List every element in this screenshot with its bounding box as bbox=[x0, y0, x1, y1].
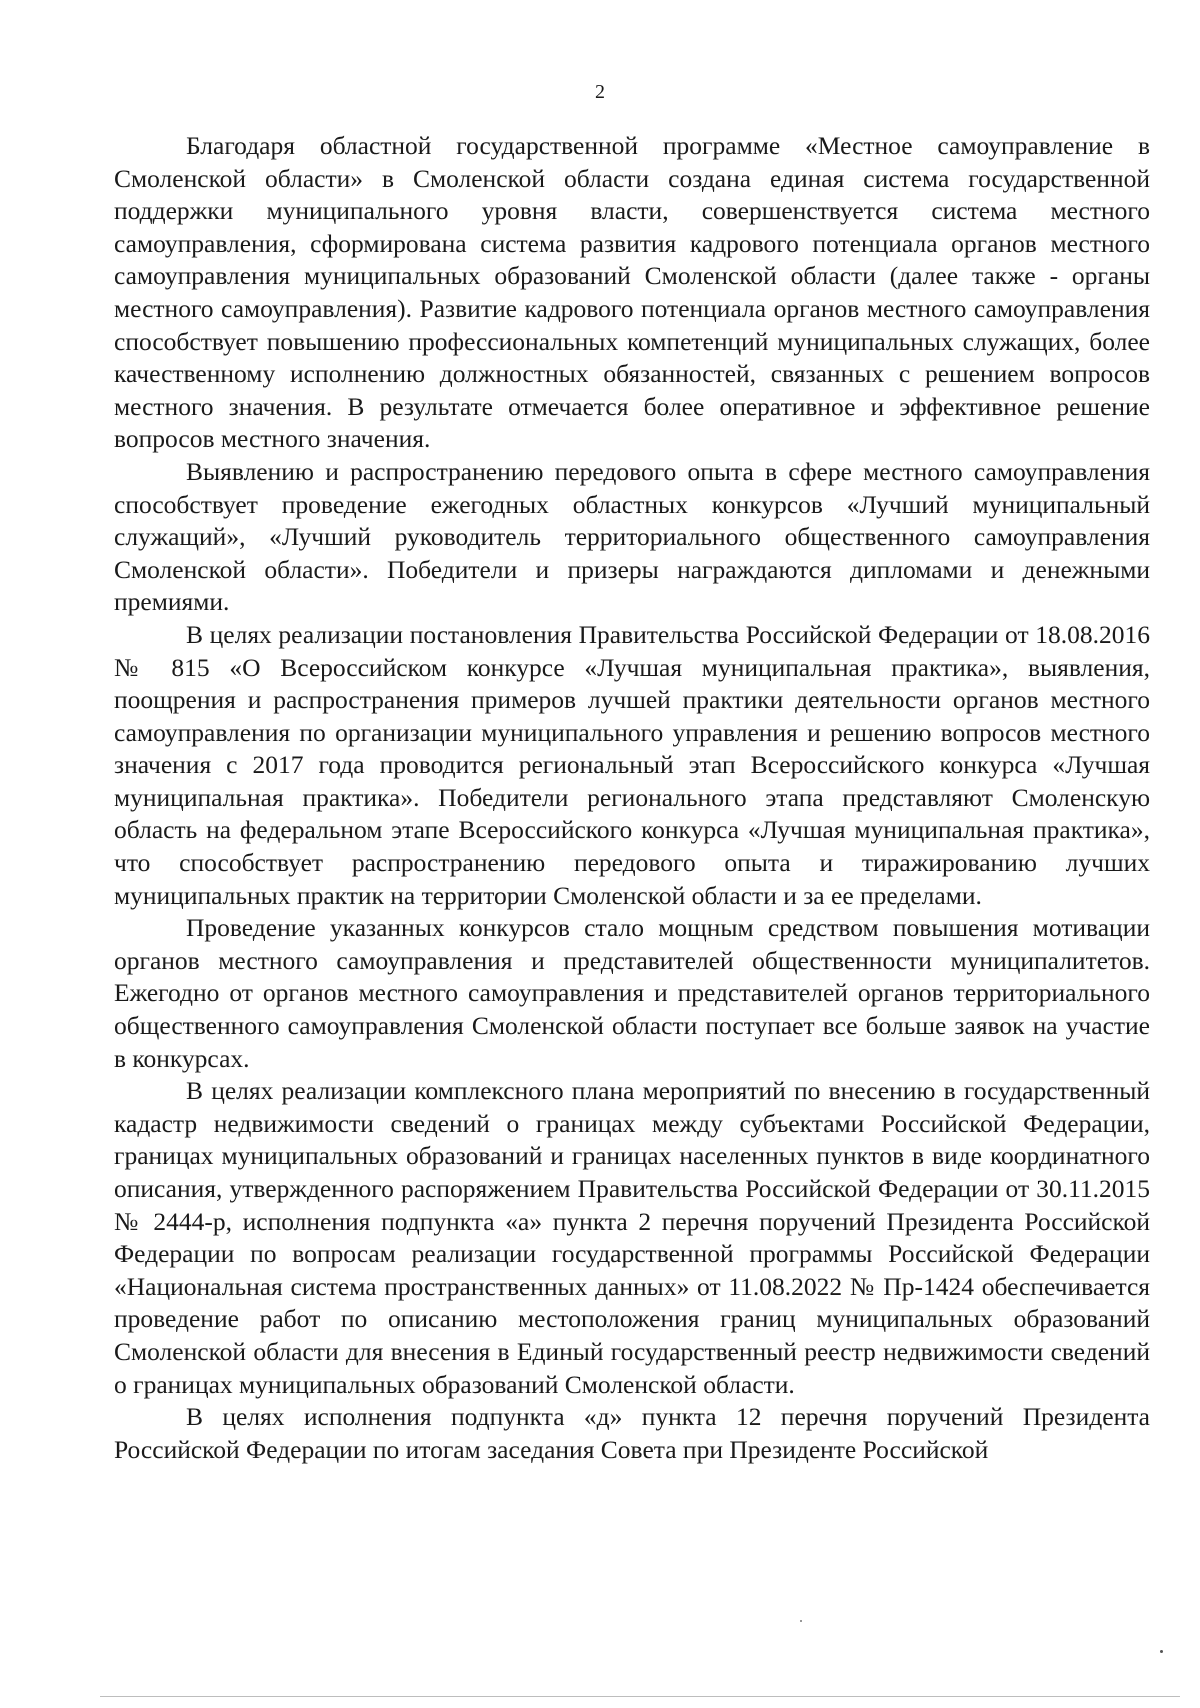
scan-speck bbox=[800, 1620, 802, 1622]
paragraph: В целях реализации комплексного плана мероприятий по внесению в государственный кадастр недвижимости сведений о границах между субъектами Российской Федерации, границах муниципальных образований и границах населенных пунктов в виде координатного описания, утвержденного распоряжением Правительства Российской Федерации от 30.11.2015 № 2444-р, исполнения подпункта «а» пункта 2 перечня поручений Президента Российской Федерации по вопросам реализации государственной программы Российской Федерации «Национальная система пространственных данных» от 11.08.2022 № Пр-1424 обеспечивается проведение работ по описанию местоположения границ муниципальных образований Смоленской области для внесения в Единый государственный реестр недвижимости сведений о границах муниципальных образований Смоленской области. bbox=[114, 1076, 1150, 1399]
page-bottom-edge bbox=[100, 1696, 1180, 1697]
paragraph: Выявлению и распространению передового опыта в сфере местного самоуправления способствует проведение ежегодных областных конкурсов «Лучший муниципальный служащий», «Лучший руководитель территориального общественного самоуправления Смоленской области». Победители и призеры награждаются дипломами и денежными премиями. bbox=[114, 456, 1150, 617]
paragraph: В целях исполнения подпункта «д» пункта 12 перечня поручений Президента Российской Федерации по итогам заседания Совета при Президенте Российской bbox=[114, 1402, 1150, 1464]
scan-speck bbox=[1160, 1650, 1163, 1653]
paragraph: Проведение указанных конкурсов стало мощным средством повышения мотивации органов местного самоуправления и представителей общественности муниципалитетов. Ежегодно от органов местного самоуправления и представителей органов территориального общественного самоуправления Смоленской области поступает все больше заявок на участие в конкурсах. bbox=[114, 913, 1150, 1073]
paragraph: В целях реализации постановления Правительства Российской Федерации от 18.08.2016 № 815 «О Всероссийском конкурсе «Лучшая муниципальная практика», выявления, поощрения и распространения примеров лучшей практики деятельности органов местного самоуправления по организации муниципального управления и решению вопросов местного значения с 2017 года проводится региональный этап Всероссийского конкурса «Лучшая муниципальная практика». Победители регионального этапа представляют Смоленскую область на федеральном этапе Всероссийского конкурса «Лучшая муниципальная практика», что способствует распространению передового опыта и тиражированию лучших муниципальных практик на территории Смоленской области и за ее пределами. bbox=[114, 619, 1150, 910]
document-body bbox=[114, 130, 1150, 1466]
page-number: 2 bbox=[595, 81, 605, 103]
paragraph: Благодаря областной государственной программе «Местное самоуправление в Смоленской области» в Смоленской области создана единая система государственной поддержки муниципального уровня власти, совершенствуется система местного самоуправления, сформирована система развития кадрового потенциала органов местного самоуправления муниципальных образований Смоленской области (далее также - органы местного самоуправления). Развитие кадрового потенциала органов местного самоуправления способствует повышению профессиональных компетенций муниципальных служащих, более качественному исполнению должностных обязанностей, связанных с решением вопросов местного значения. В результате отмечается более оперативное и эффективное решение вопросов местного значения. bbox=[114, 131, 1150, 454]
